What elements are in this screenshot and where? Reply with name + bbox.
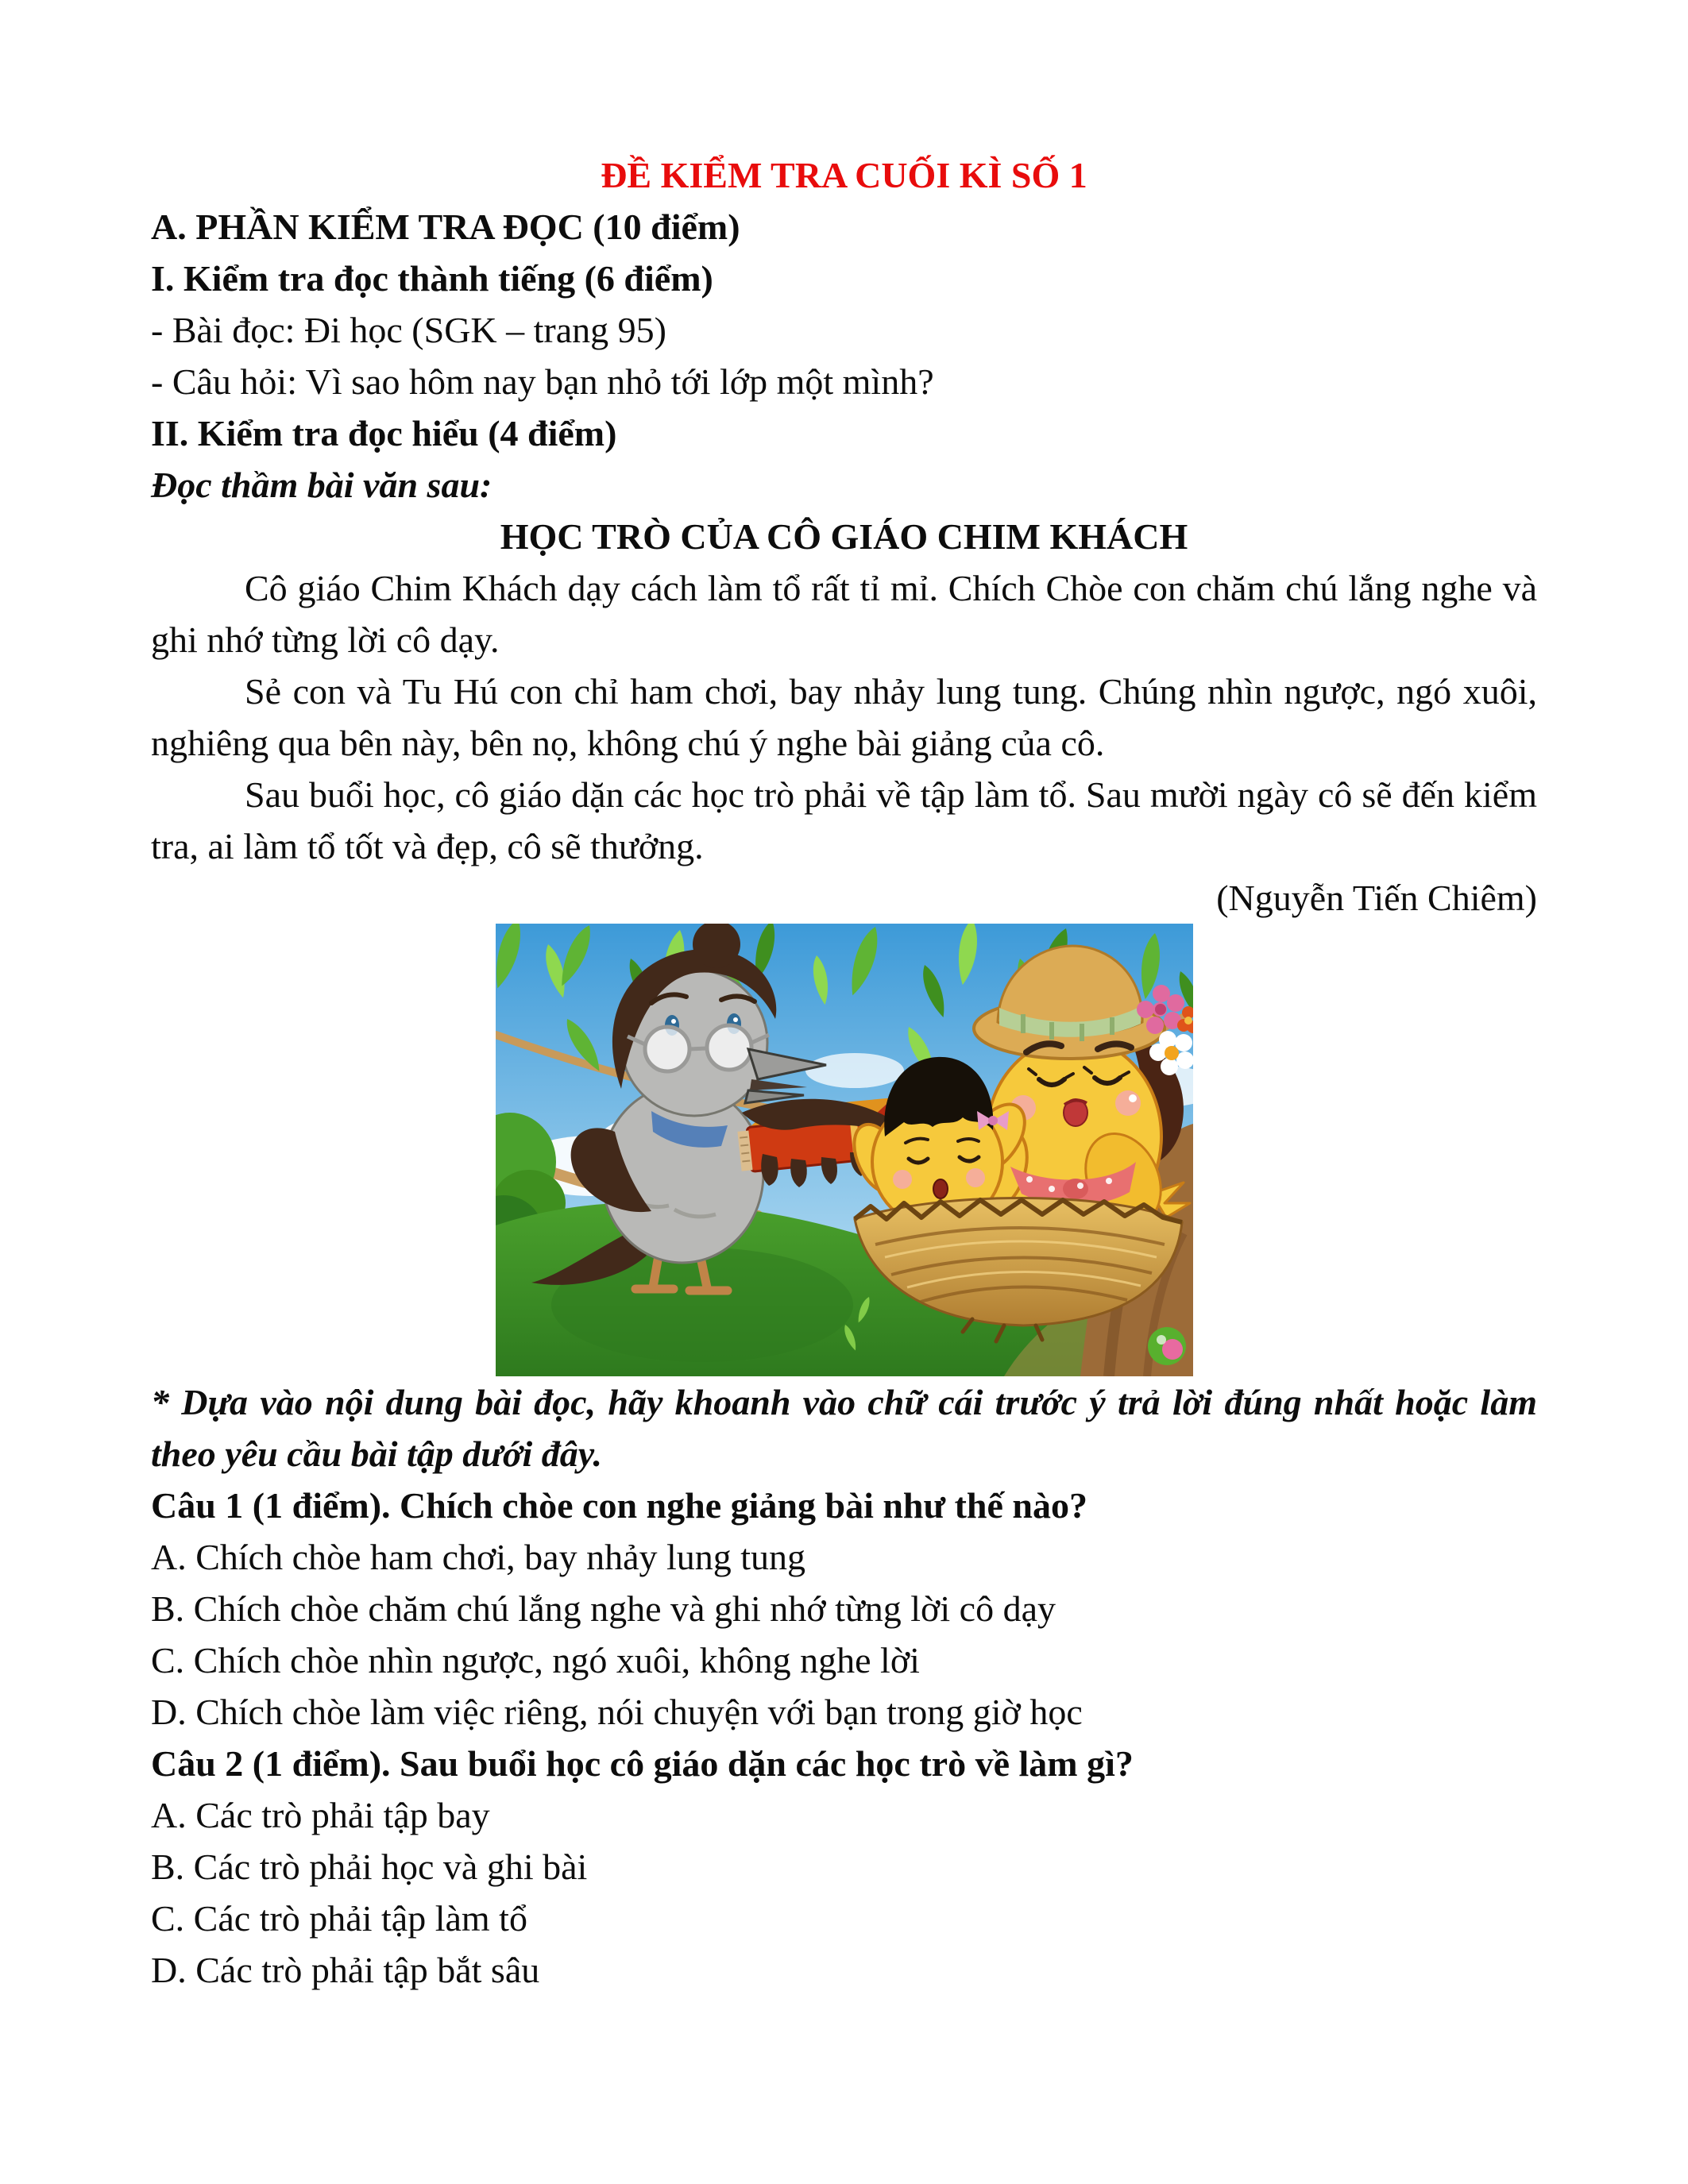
story-paragraph-3: Sau buổi học, cô giáo dặn các học trò phải về tập làm tổ. Sau mười ngày cô sẽ đến kiểm tra, ai làm tổ tốt và đẹp, cô sẽ thưởng. (151, 774, 1537, 866)
part2-heading: II. Kiểm tra đọc hiểu (4 điểm) (151, 413, 617, 453)
document-title: ĐỀ KIỂM TRA CUỐI KÌ SỐ 1 (601, 155, 1087, 195)
question-1-option-b: B. Chích chòe chăm chú lắng nghe và ghi nhớ từng lời cô dạy (151, 1588, 1056, 1629)
question-1-option-a: A. Chích chòe ham chơi, bay nhảy lung tung (151, 1537, 806, 1577)
question-2-option-c: C. Các trò phải tập làm tổ (151, 1898, 527, 1939)
question-1-option-d: D. Chích chòe làm việc riêng, nói chuyện với bạn trong giờ học (151, 1692, 1083, 1732)
story-title: HỌC TRÒ CỦA CÔ GIÁO CHIM KHÁCH (500, 516, 1188, 557)
question-2-prompt: Câu 2 (1 điểm). Sau buổi học cô giáo dặn các học trò về làm gì? (151, 1743, 1134, 1784)
story-author: (Nguyễn Tiến Chiêm) (1216, 878, 1537, 918)
question-1-option-c: C. Chích chòe nhìn ngược, ngó xuôi, không nghe lời (151, 1640, 920, 1680)
question-2-option-b: B. Các trò phải học và ghi bài (151, 1846, 588, 1887)
birds-cartoon-scene (496, 924, 1193, 1376)
question-2-option-d: D. Các trò phải tập bắt sâu (151, 1950, 540, 1990)
story-paragraph-1: Cô giáo Chim Khách dạy cách làm tổ rất tỉ mỉ. Chích Chòe con chăm chú lắng nghe và ghi nhớ từng lời cô dạy. (151, 568, 1537, 660)
story-illustration (496, 924, 1193, 1376)
reading-passage-ref: - Bài đọc: Đi học (SGK – trang 95) (151, 310, 666, 350)
question-2-option-a: A. Các trò phải tập bay (151, 1795, 490, 1835)
fruit-icon (1148, 1327, 1186, 1365)
story-paragraph-2: Sẻ con và Tu Hú con chỉ ham chơi, bay nhảy lung tung. Chúng nhìn ngược, ngó xuôi, nghiêng qua bên này, bên nọ, không chú ý nghe bài giảng của cô. (151, 671, 1537, 763)
part1-heading: I. Kiểm tra đọc thành tiếng (6 điểm) (151, 258, 713, 299)
question-1-prompt: Câu 1 (1 điểm). Chích chòe con nghe giảng bài như thế nào? (151, 1485, 1088, 1526)
section-a-heading: A. PHẦN KIỂM TRA ĐỌC (10 điểm) (151, 206, 740, 247)
quiz-instruction: * Dựa vào nội dung bài đọc, hãy khoanh vào chữ cái trước ý trả lời đúng nhất hoặc làm theo yêu cầu bài tập dưới đây. (151, 1382, 1537, 1474)
silent-reading-instruction: Đọc thầm bài văn sau: (151, 465, 492, 505)
reading-question-ref: - Câu hỏi: Vì sao hôm nay bạn nhỏ tới lớp một mình? (151, 361, 934, 402)
